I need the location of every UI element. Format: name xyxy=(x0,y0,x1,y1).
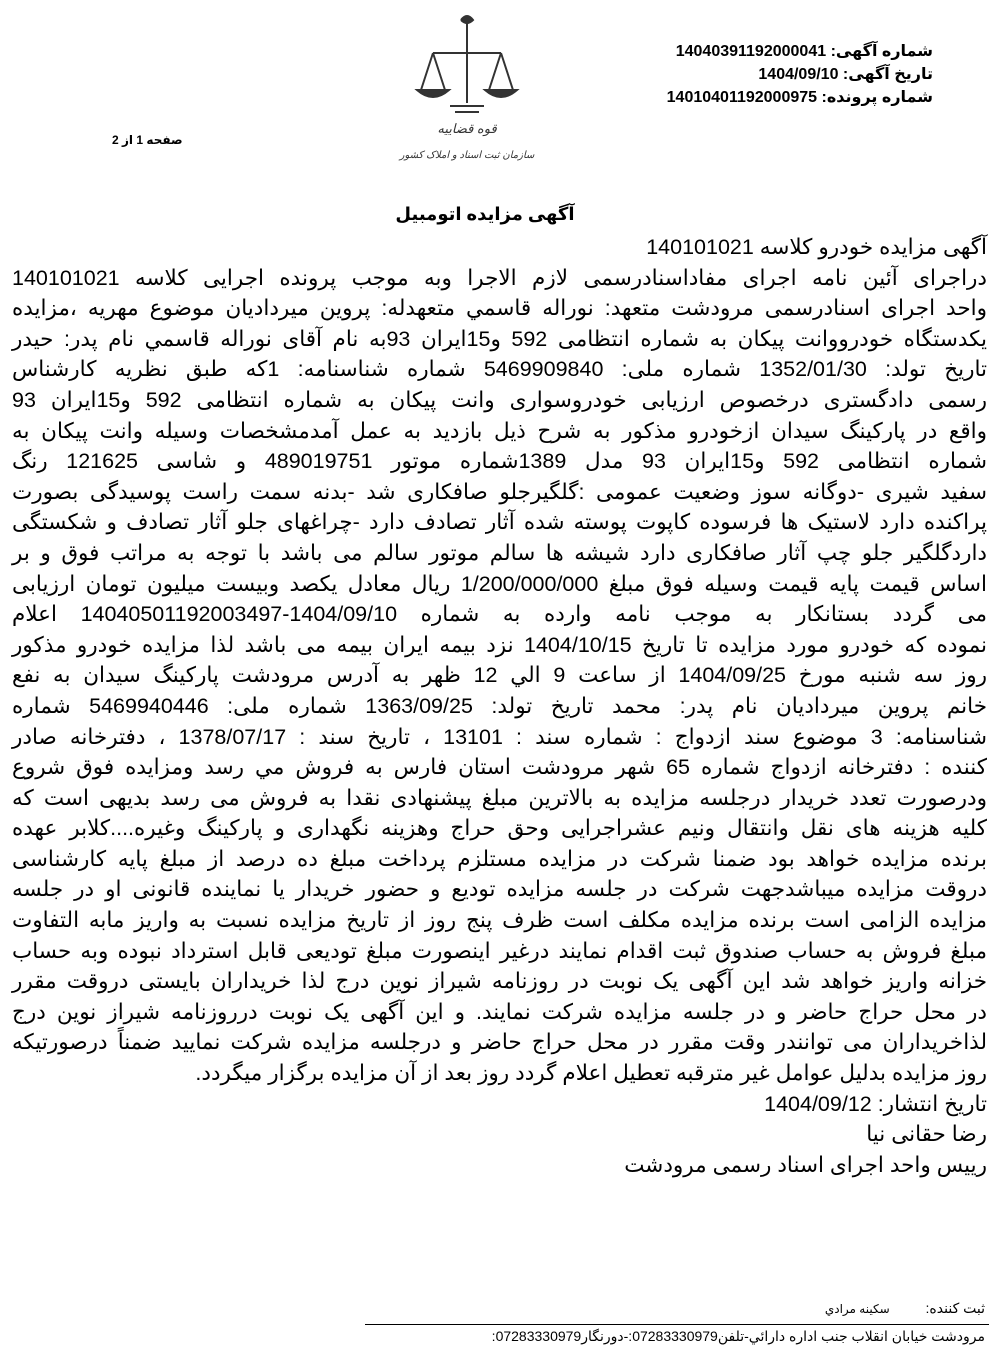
body-line: مبلغ فروش به حساب صندوق ثبت اقدام نمایند درغیر اینصورت مبلغ تودیعی قابل استرداد نبوده وبه حساب xyxy=(12,938,987,963)
document-title: آگهی مزایده اتومبیل xyxy=(395,204,575,224)
body-line: دراجرای آئین نامه اجرای مفاداسنادرسمی لازم الاجرا وبه موجب پرونده اجرایی کلاسه 140101021 xyxy=(12,265,987,290)
body-line: رسمی دادگستری درخصوص ارزیابی خودروسواری وانت پیکان به شماره انتظامی 592 و15ایران 93 xyxy=(12,387,987,412)
publish-date: تاریخ انتشار: 1404/09/12 xyxy=(764,1091,987,1116)
body-line: داردگلگیر جلو چپ آثار صافکاری دارد شیشه ها سالم موتور سالم می باشد با توجه به مراتب فوق و بر xyxy=(12,540,987,565)
body-line: در محل حراج حاضر و در جلسه مزایده شرکت نمایند. و این آگهی یک نوبت درروزنامه شیراز نوین درج xyxy=(12,999,987,1024)
registrar-label: ثبت كننده: xyxy=(925,1300,985,1316)
ad-number: 14040391192000041 xyxy=(675,43,827,60)
body-line: نموده که خودرو مورد مزایده تا تاریخ 1404/10/15 نزد بیمه ایران بیمه می باشد لذا مزایده خودرو مذکور xyxy=(12,632,988,657)
case-number-label: شماره پرونده: xyxy=(821,89,933,106)
body-line: لذاخریداران می توانندر وقت مقرر در محل حراج حاضر و درجلسه مزایده شرکت نمایید ضمناً درصورتیکه xyxy=(12,1030,987,1055)
body-line: شماره انتظامی 592 و15ایران 93 مدل 1389شماره موتور 489019751 و شاسی 121625 رنگ xyxy=(12,449,987,474)
logo-text-org: سازمان ثبت اسناد و املاک کشور xyxy=(399,150,535,161)
body-line: تاریخ تولد: 1352/01/30 شماره ملی: 5469909840 شماره شناسنامه: 1که طبق نظریه کارشناس xyxy=(12,357,987,382)
body-line: شناسنامه: 3 موضوع سند ازدواج : شماره سند : 13101 ، تاریخ سند : 1378/07/17 ، دفترخانه صادر xyxy=(12,724,987,749)
case-number: 14010401192000975 xyxy=(666,89,818,106)
body-line: برنده مزایده خواهد بود ضمنا شرکت در مزایده مستلزم پرداخت مبلغ ده درصد از مبلغ پایه کارشناسی xyxy=(12,846,987,871)
footer-address: مرودشت خيابان انقلاب جنب اداره دارائي-تلفن07283330979:-دورنگار07283330979: xyxy=(491,1328,985,1344)
body-line: کلیه هزینه های نقل وانتقال ونیم عشراجرایی وحق حراج وهزینه نگهداری و پارکینگ وغیره....کلابر عهده xyxy=(12,816,987,841)
body-line: آگهی مزایده خودرو کلاسه 140101021 xyxy=(646,235,987,259)
body-line: کننده : دفترخانه ازدواج شماره 65 شهر مرودشت استان فارس به فروش مي رسد ومزایده فوق شروع xyxy=(12,755,987,780)
notice-body xyxy=(12,232,987,1180)
body-line: خزانه واریز خواهد شد این آگهی یک نوبت در روزنامه شیراز نوین درج لذا خریداران بایستی دروقت مقرر xyxy=(12,969,987,994)
body-line: پراکنده دارد لاستیک ها فرسوده کاپوت پوسته شده آثار تصادف دارد -چراغهای جلو آثار تصادف و شکستگی xyxy=(12,510,987,535)
registrar-name: سکینه مرادي xyxy=(824,1302,890,1316)
body-line: واحد اجرای اسنادرسمی مرودشت متعهد: نوراله قاسمي متعهدله: پروین میردادیان موضوع مهریه ،مزایده xyxy=(12,296,987,321)
signatory-name: رضا حقانی نیا xyxy=(866,1122,987,1147)
ad-info xyxy=(667,40,933,109)
ad-number-label: شماره آگهی: xyxy=(830,43,933,60)
page-number: صفحه 1 از 2 xyxy=(112,133,183,147)
body-line: روز مزایده بدلیل عوامل غیر مترقبه تعطیل اعلام گردد روز بعد از آن مزایده برگزار میگردد. xyxy=(195,1061,987,1086)
body-line: روز سه شنبه مورخ 1404/09/25 از ساعت 9 الي 12 ظهر به آدرس مرودشت پارکینگ سیدان به نفع xyxy=(12,663,987,688)
body-line: مزایده الزامی است برنده مزایده مکلف است ظرف پنج روز از تاریخ مزایده نسبت به واریز مابه التفاوت xyxy=(12,908,987,933)
body-line: اساس قیمت پایه قیمت وسیله فوق مبلغ 1/200/000/000 ریال معادل یکصد وبیست میلیون تومان ارزیابی xyxy=(12,571,987,596)
body-line: ودرصورت تعدد خریدار درجلسه مزایده به بالاترین مبلغ پیشنهادی نقدا به فروش می رسد بدیهی است که xyxy=(12,785,987,810)
ad-date: 1404/09/10 xyxy=(758,66,839,83)
judiciary-logo xyxy=(395,8,540,168)
body-line: یکدستگاه خودرووانت پیکان به شماره انتظامی 592 و15ایران 93به نام آقای نوراله قاسمي نام پدر: حیدر xyxy=(12,326,987,351)
footer-divider xyxy=(365,1324,989,1325)
body-line: خانم پروین میردادیان نام پدر: محمد تاریخ تولد: 1363/09/25 شماره ملی: 5469940446 شماره xyxy=(12,693,987,718)
body-line: دروقت مزایده میباشدجهت شرکت در جلسه مزایده تودیع و حضور خریدار یا نماینده قانونی او در جلسه xyxy=(12,877,987,902)
body-line: واقع در پارکینگ سیدان ازخودرو مذکور به شرح ذیل بازدید به عمل آمدمشخصات وسیله وانت پیکان به xyxy=(12,418,987,443)
ad-date-label: تاریخ آگهی: xyxy=(842,66,933,83)
logo-text-judiciary: قوه قضاییه xyxy=(437,121,497,136)
registrar xyxy=(825,1300,985,1317)
body-line: می گردد بستانکار به موجب نامه وارده به شماره 1404/09/10-14040501192003497 اعلام xyxy=(12,602,988,627)
body-line: سفید شیری -دوگانه سوز وضعیت عمومی :گلگیرجلو صافکاری شد -بدنه سمت راست پوسیدگی بصورت xyxy=(12,479,987,504)
signatory-title: رییس واحد اجرای اسناد رسمی مرودشت xyxy=(624,1152,987,1177)
